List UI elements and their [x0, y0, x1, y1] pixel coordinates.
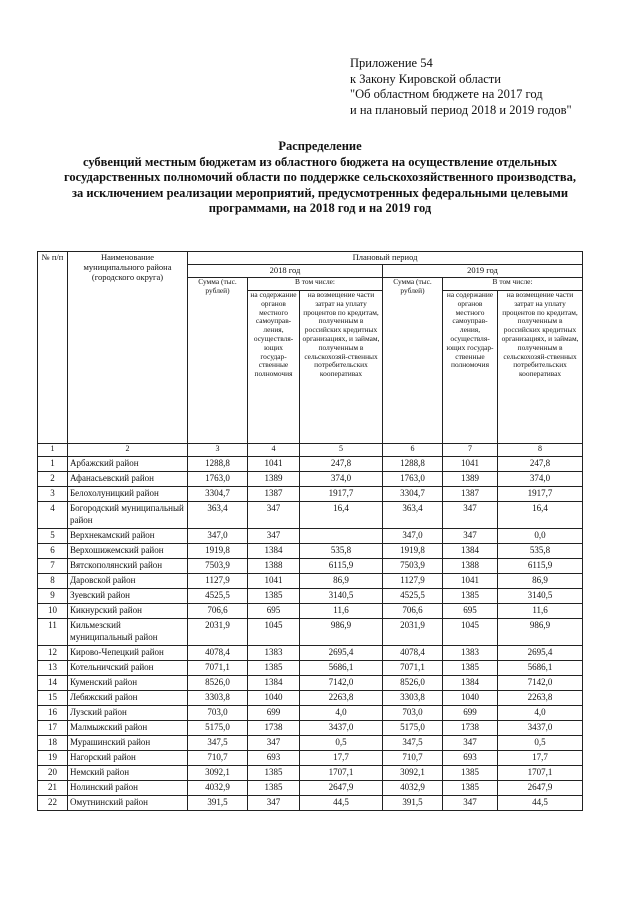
interest-2018: 247,8	[300, 457, 383, 472]
sum-2018: 391,5	[188, 796, 248, 811]
maintenance-2019: 1385	[443, 766, 498, 781]
header-interest-2019: на возмещение части затрат на уплату процентов по кредитам, полученным в российских кредитных организациях, и займам, полученным в сельскохозяй-ственных потребительских кооперативах	[498, 291, 583, 444]
row-number: 20	[38, 766, 68, 781]
district-name: Куменский район	[68, 676, 188, 691]
district-name: Кильмезский муниципальный район	[68, 619, 188, 646]
sum-2019: 706,6	[383, 604, 443, 619]
row-number: 18	[38, 736, 68, 751]
maintenance-2018: 1041	[248, 574, 300, 589]
interest-2018: 7142,0	[300, 676, 383, 691]
sum-2018: 1288,8	[188, 457, 248, 472]
sum-2019: 7503,9	[383, 559, 443, 574]
title-line: субвенций местным бюджетам из областного бюджета на осуществление отдельных	[82, 154, 558, 169]
sum-2018: 3304,7	[188, 487, 248, 502]
sum-2019: 3092,1	[383, 766, 443, 781]
maintenance-2018: 1385	[248, 781, 300, 796]
sum-2018: 7503,9	[188, 559, 248, 574]
maintenance-2019: 1385	[443, 781, 498, 796]
sum-2019: 3303,8	[383, 691, 443, 706]
sum-2019: 3304,7	[383, 487, 443, 502]
district-name: Богородский муниципальный район	[68, 502, 188, 529]
column-number: 3	[188, 444, 248, 457]
district-name: Лузский район	[68, 706, 188, 721]
maintenance-2019: 1385	[443, 661, 498, 676]
table-row	[38, 544, 583, 559]
maintenance-2018: 1384	[248, 544, 300, 559]
maintenance-2018: 1384	[248, 676, 300, 691]
sum-2018: 7071,1	[188, 661, 248, 676]
annex-line: Приложение 54	[350, 56, 433, 70]
sum-2018: 347,0	[188, 529, 248, 544]
row-number: 9	[38, 589, 68, 604]
row-number: 13	[38, 661, 68, 676]
row-number: 5	[38, 529, 68, 544]
sum-2018: 3303,8	[188, 691, 248, 706]
maintenance-2018: 1041	[248, 457, 300, 472]
interest-2019: 4,0	[498, 706, 583, 721]
row-number: 3	[38, 487, 68, 502]
interest-2018: 11,6	[300, 604, 383, 619]
sum-2018: 8526,0	[188, 676, 248, 691]
interest-2018	[300, 529, 383, 544]
interest-2019: 986,9	[498, 619, 583, 646]
row-number: 12	[38, 646, 68, 661]
district-name: Омутнинский район	[68, 796, 188, 811]
interest-2018: 2263,8	[300, 691, 383, 706]
sum-2019: 391,5	[383, 796, 443, 811]
table-row	[38, 796, 583, 811]
sum-2019: 4525,5	[383, 589, 443, 604]
sum-2018: 3092,1	[188, 766, 248, 781]
row-number: 21	[38, 781, 68, 796]
sum-2019: 2031,9	[383, 619, 443, 646]
maintenance-2019: 1041	[443, 574, 498, 589]
district-name: Немский район	[68, 766, 188, 781]
interest-2019: 86,9	[498, 574, 583, 589]
header-year-2019: 2019 год	[383, 265, 583, 278]
column-number: 6	[383, 444, 443, 457]
sum-2018: 1127,9	[188, 574, 248, 589]
title-line: государственных полномочий области по поддержке сельскохозяйственного производства,	[64, 170, 576, 184]
maintenance-2018: 1738	[248, 721, 300, 736]
district-name: Зуевский район	[68, 589, 188, 604]
interest-2018: 6115,9	[300, 559, 383, 574]
interest-2018: 0,5	[300, 736, 383, 751]
maintenance-2018: 1040	[248, 691, 300, 706]
column-number: 2	[68, 444, 188, 457]
district-name: Котельничский район	[68, 661, 188, 676]
interest-2018: 2647,9	[300, 781, 383, 796]
interest-2018: 44,5	[300, 796, 383, 811]
header-maintenance-2018: на содержание органов местного самоуправ-ления, осуществля-ющих государ-ственные полномочия	[248, 291, 300, 444]
district-name: Нолинский район	[68, 781, 188, 796]
row-number: 2	[38, 472, 68, 487]
maintenance-2019: 1738	[443, 721, 498, 736]
interest-2018: 5686,1	[300, 661, 383, 676]
table-row	[38, 691, 583, 706]
maintenance-2018: 695	[248, 604, 300, 619]
table-row	[38, 487, 583, 502]
sum-2019: 7071,1	[383, 661, 443, 676]
maintenance-2018: 1385	[248, 589, 300, 604]
table-row	[38, 574, 583, 589]
interest-2018: 4,0	[300, 706, 383, 721]
subvention-table	[37, 251, 583, 811]
sum-2018: 4032,9	[188, 781, 248, 796]
maintenance-2018: 347	[248, 502, 300, 529]
sum-2018: 4078,4	[188, 646, 248, 661]
maintenance-2019: 1384	[443, 544, 498, 559]
column-number: 8	[498, 444, 583, 457]
header-maintenance-2019: на содержание органов местного самоуправ-ления, осуществля-ющих государ-ственные полномочия	[443, 291, 498, 444]
district-name: Кикнурский район	[68, 604, 188, 619]
table-body	[38, 457, 583, 811]
row-number: 15	[38, 691, 68, 706]
maintenance-2019: 347	[443, 796, 498, 811]
interest-2018: 3140,5	[300, 589, 383, 604]
sum-2019: 1288,8	[383, 457, 443, 472]
interest-2019: 2263,8	[498, 691, 583, 706]
interest-2019: 535,8	[498, 544, 583, 559]
district-name: Арбажский район	[68, 457, 188, 472]
interest-2019: 1917,7	[498, 487, 583, 502]
sum-2019: 1763,0	[383, 472, 443, 487]
maintenance-2019: 693	[443, 751, 498, 766]
district-name: Афанасьевский район	[68, 472, 188, 487]
interest-2019: 247,8	[498, 457, 583, 472]
row-number: 17	[38, 721, 68, 736]
title-line: программами, на 2018 год и на 2019 год	[208, 201, 432, 215]
interest-2019: 2695,4	[498, 646, 583, 661]
interest-2018: 2695,4	[300, 646, 383, 661]
sum-2018: 5175,0	[188, 721, 248, 736]
sum-2019: 710,7	[383, 751, 443, 766]
district-name: Кирово-Чепецкий район	[68, 646, 188, 661]
sum-2019: 703,0	[383, 706, 443, 721]
row-number: 11	[38, 619, 68, 646]
maintenance-2019: 695	[443, 604, 498, 619]
interest-2019: 7142,0	[498, 676, 583, 691]
annex-heading	[350, 56, 635, 118]
district-name: Верхошижемский район	[68, 544, 188, 559]
title-line: за исключением реализации мероприятий, предусмотренных федеральными целевыми	[71, 185, 569, 200]
table-row	[38, 589, 583, 604]
column-number-row	[38, 444, 583, 457]
sum-2019: 1127,9	[383, 574, 443, 589]
sum-2018: 706,6	[188, 604, 248, 619]
interest-2018: 16,4	[300, 502, 383, 529]
interest-2018: 374,0	[300, 472, 383, 487]
interest-2019: 374,0	[498, 472, 583, 487]
sum-2019: 4078,4	[383, 646, 443, 661]
column-number: 7	[443, 444, 498, 457]
row-number: 16	[38, 706, 68, 721]
interest-2018: 86,9	[300, 574, 383, 589]
interest-2019: 1707,1	[498, 766, 583, 781]
interest-2018: 986,9	[300, 619, 383, 646]
table-row	[38, 766, 583, 781]
column-number: 1	[38, 444, 68, 457]
maintenance-2018: 1383	[248, 646, 300, 661]
maintenance-2019: 1383	[443, 646, 498, 661]
interest-2019: 0,0	[498, 529, 583, 544]
header-sum-2019: Сумма (тыс. рублей)	[383, 278, 443, 444]
table-row	[38, 676, 583, 691]
maintenance-2018: 1045	[248, 619, 300, 646]
sum-2019: 5175,0	[383, 721, 443, 736]
table-row	[38, 736, 583, 751]
table-row	[38, 721, 583, 736]
sum-2018: 703,0	[188, 706, 248, 721]
district-name: Белохолуницкий район	[68, 487, 188, 502]
header-plan-period: Плановый период	[188, 252, 583, 265]
row-number: 6	[38, 544, 68, 559]
interest-2018: 535,8	[300, 544, 383, 559]
table-row	[38, 502, 583, 529]
interest-2019: 5686,1	[498, 661, 583, 676]
row-number: 14	[38, 676, 68, 691]
maintenance-2018: 1385	[248, 766, 300, 781]
maintenance-2018: 1385	[248, 661, 300, 676]
interest-2019: 11,6	[498, 604, 583, 619]
table-row	[38, 751, 583, 766]
interest-2019: 17,7	[498, 751, 583, 766]
interest-2019: 0,5	[498, 736, 583, 751]
maintenance-2019: 1389	[443, 472, 498, 487]
row-number: 7	[38, 559, 68, 574]
header-interest-2018: на возмещение части затрат на уплату процентов по кредитам, полученным в российских кредитных организациях, и займам, полученным в сельскохозяй-ственных потребительских кооперативах	[300, 291, 383, 444]
district-name: Вятскополянский район	[68, 559, 188, 574]
sum-2019: 347,0	[383, 529, 443, 544]
table-row	[38, 559, 583, 574]
interest-2018: 1707,1	[300, 766, 383, 781]
interest-2019: 6115,9	[498, 559, 583, 574]
maintenance-2018: 1388	[248, 559, 300, 574]
maintenance-2018: 693	[248, 751, 300, 766]
maintenance-2018: 1387	[248, 487, 300, 502]
row-number: 4	[38, 502, 68, 529]
district-name: Мурашинский район	[68, 736, 188, 751]
sum-2019: 347,5	[383, 736, 443, 751]
table-row	[38, 661, 583, 676]
column-number: 4	[248, 444, 300, 457]
table-row	[38, 472, 583, 487]
row-number: 8	[38, 574, 68, 589]
table-row	[38, 781, 583, 796]
maintenance-2019: 347	[443, 529, 498, 544]
district-name: Даровской район	[68, 574, 188, 589]
sum-2018: 347,5	[188, 736, 248, 751]
maintenance-2018: 347	[248, 796, 300, 811]
maintenance-2019: 1388	[443, 559, 498, 574]
interest-2018: 1917,7	[300, 487, 383, 502]
row-number: 10	[38, 604, 68, 619]
maintenance-2019: 1045	[443, 619, 498, 646]
maintenance-2019: 347	[443, 736, 498, 751]
sum-2018: 1763,0	[188, 472, 248, 487]
district-name: Нагорский район	[68, 751, 188, 766]
sum-2019: 4032,9	[383, 781, 443, 796]
maintenance-2019: 1387	[443, 487, 498, 502]
table-row	[38, 457, 583, 472]
table-row	[38, 529, 583, 544]
annex-line: и на плановый период 2018 и 2019 годов"	[350, 102, 572, 117]
maintenance-2019: 347	[443, 502, 498, 529]
interest-2019: 2647,9	[498, 781, 583, 796]
sum-2019: 1919,8	[383, 544, 443, 559]
interest-2019: 16,4	[498, 502, 583, 529]
interest-2019: 3140,5	[498, 589, 583, 604]
column-number: 5	[300, 444, 383, 457]
header-year-2018: 2018 год	[188, 265, 383, 278]
maintenance-2019: 699	[443, 706, 498, 721]
table-row	[38, 706, 583, 721]
row-number: 1	[38, 457, 68, 472]
sum-2018: 363,4	[188, 502, 248, 529]
header-incl-2019: В том числе:	[443, 278, 583, 291]
sum-2018: 4525,5	[188, 589, 248, 604]
maintenance-2019: 1384	[443, 676, 498, 691]
document-title	[20, 139, 620, 217]
interest-2019: 44,5	[498, 796, 583, 811]
header-no: № п/п	[38, 252, 68, 444]
maintenance-2018: 699	[248, 706, 300, 721]
row-number: 22	[38, 796, 68, 811]
maintenance-2018: 347	[248, 736, 300, 751]
maintenance-2018: 1389	[248, 472, 300, 487]
district-name: Верхнекамский район	[68, 529, 188, 544]
title-line: Распределение	[278, 139, 362, 153]
interest-2018: 3437,0	[300, 721, 383, 736]
table-row	[38, 646, 583, 661]
header-name: Наименование муниципального района (городского округа)	[68, 252, 188, 444]
interest-2019: 3437,0	[498, 721, 583, 736]
interest-2018: 17,7	[300, 751, 383, 766]
row-number: 19	[38, 751, 68, 766]
annex-line: "Об областном бюджете на 2017 год	[350, 87, 543, 101]
sum-2019: 363,4	[383, 502, 443, 529]
sum-2018: 710,7	[188, 751, 248, 766]
header-incl-2018: В том числе:	[248, 278, 383, 291]
header-sum-2018: Сумма (тыс. рублей)	[188, 278, 248, 444]
maintenance-2018: 347	[248, 529, 300, 544]
maintenance-2019: 1385	[443, 589, 498, 604]
maintenance-2019: 1040	[443, 691, 498, 706]
sum-2019: 8526,0	[383, 676, 443, 691]
table-row	[38, 619, 583, 646]
maintenance-2019: 1041	[443, 457, 498, 472]
annex-line: к Закону Кировской области	[350, 71, 501, 86]
district-name: Лебяжский район	[68, 691, 188, 706]
district-name: Малмыжский район	[68, 721, 188, 736]
sum-2018: 1919,8	[188, 544, 248, 559]
table-row	[38, 604, 583, 619]
sum-2018: 2031,9	[188, 619, 248, 646]
